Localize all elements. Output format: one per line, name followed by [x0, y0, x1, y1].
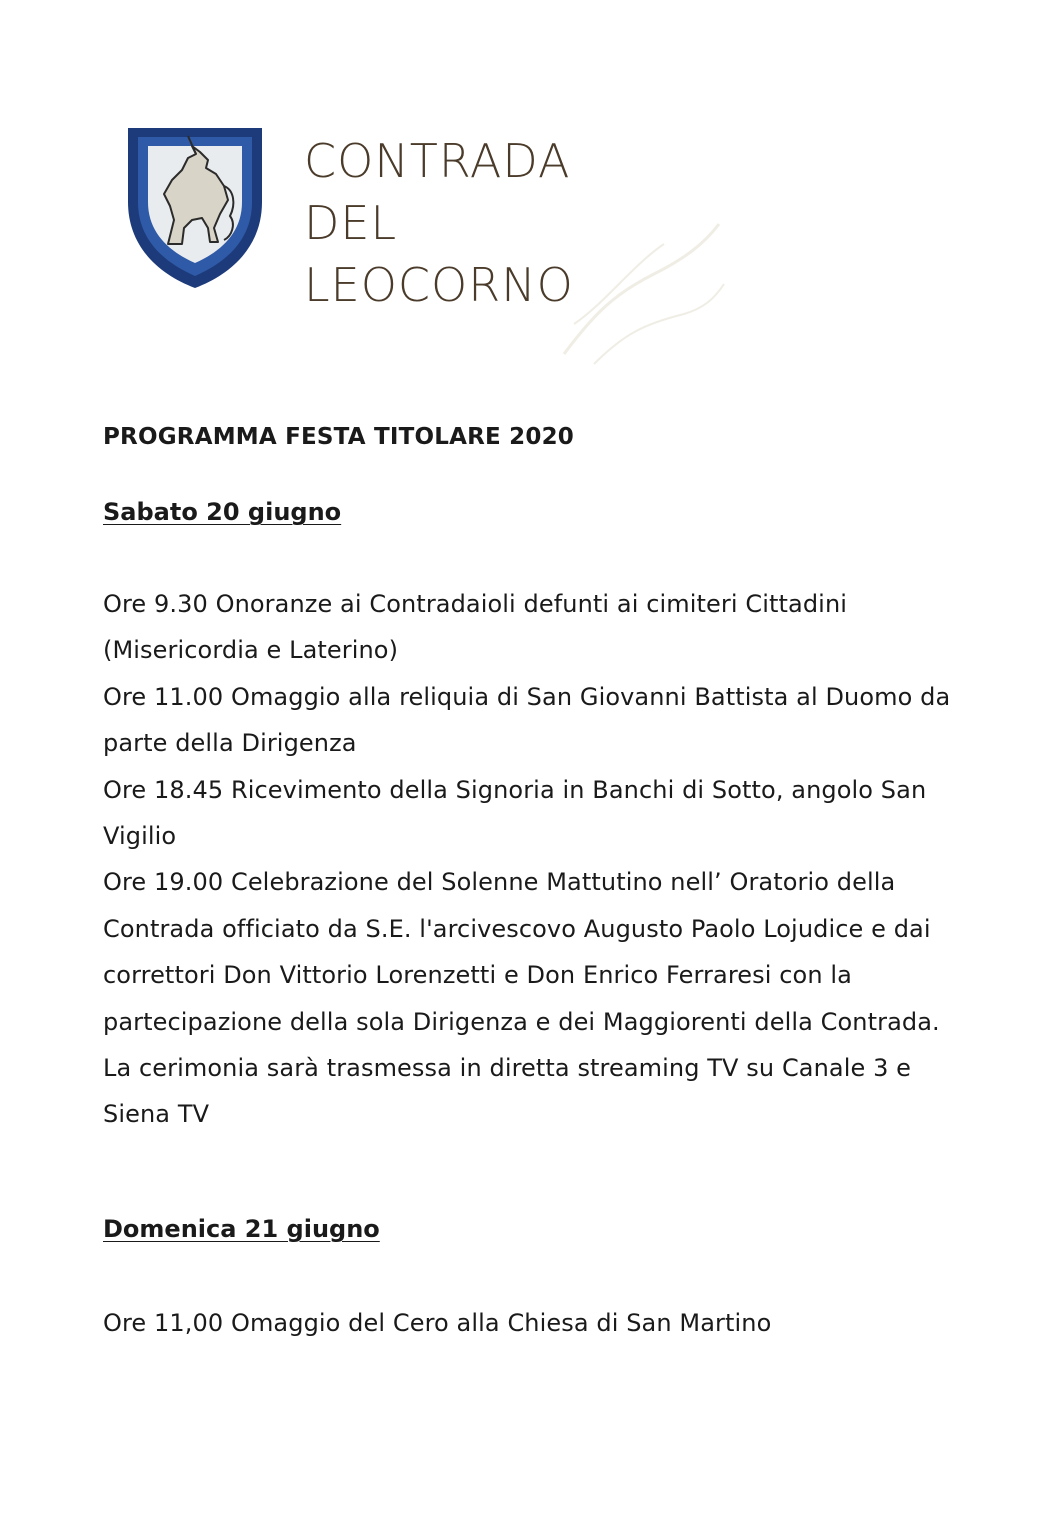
brand-wordmark — [304, 130, 684, 316]
brand-line: DEL — [304, 196, 398, 250]
schedule-list-saturday — [103, 581, 983, 1138]
document-title: PROGRAMMA FESTA TITOLARE 2020 — [103, 424, 574, 450]
document-body — [103, 416, 983, 1346]
day-heading-sunday: Domenica 21 giugno — [103, 1214, 380, 1243]
schedule-item: Ore 19.00 Celebrazione del Solenne Mattutino nell’ Oratorio della Contrada officiato da S.E. l'arcivescovo Augusto Paolo Lojudice e dai correttori Don Vittorio Lorenzetti e Don Enrico Ferraresi con la partecipazione della sola Dirigenza e dei Maggiorenti della Contrada. — [103, 868, 940, 1036]
schedule-item: Ore 9.30 Onoranze ai Contradaioli defunti ai cimiteri Cittadini (Misericordia e Laterino) — [103, 590, 848, 665]
unicorn-crest-icon — [124, 124, 266, 292]
schedule-list-sunday — [103, 1300, 983, 1346]
schedule-item: Ore 11.00 Omaggio alla reliquia di San Giovanni Battista al Duomo da parte della Dirigenza — [103, 682, 951, 758]
brand-line: CONTRADA — [304, 134, 571, 188]
brand-line: LEOCORNO — [304, 258, 574, 312]
header — [124, 124, 704, 384]
day-heading-saturday: Sabato 20 giugno — [103, 498, 342, 526]
schedule-item: Ore 11,00 Omaggio del Cero alla Chiesa di San Martino — [103, 1308, 772, 1337]
schedule-item: La cerimonia sarà trasmessa in diretta streaming TV su Canale 3 e Siena TV — [103, 1054, 912, 1129]
schedule-item: Ore 18.45 Ricevimento della Signoria in Banchi di Sotto, angolo San Vigilio — [103, 775, 927, 851]
